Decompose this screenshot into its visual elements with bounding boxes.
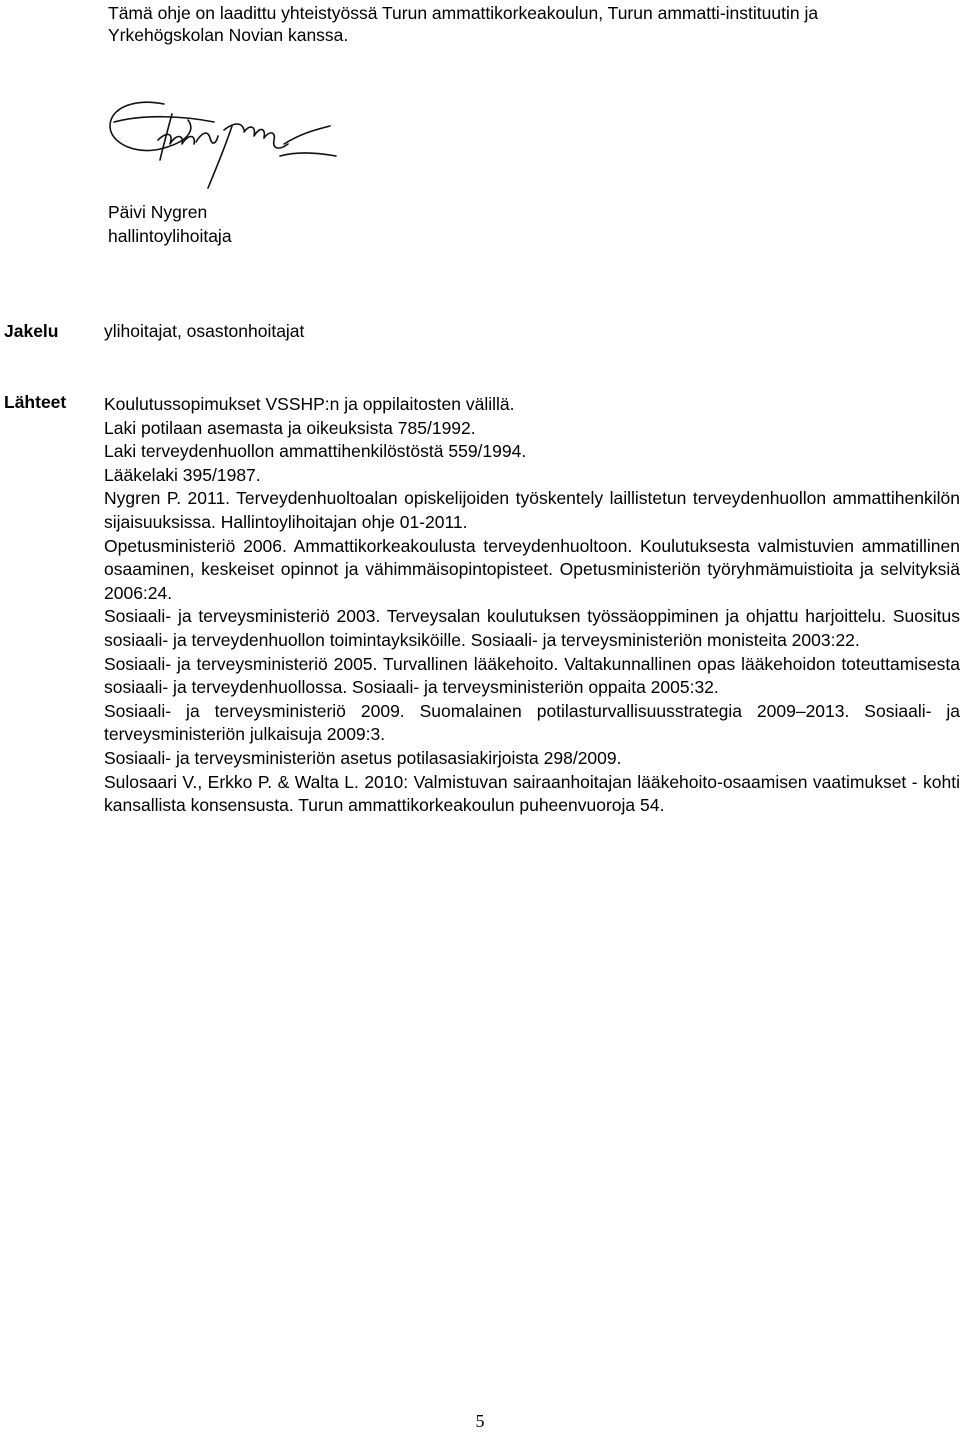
intro-line: Tämä ohje on laadittu yhteistyössä Turun ammattikorkeakoulun, Turun ammatti-instituutin ja (108, 3, 819, 23)
distribution-label: Jakelu (4, 321, 59, 341)
signature-icon (104, 96, 344, 196)
source-item: Sosiaali- ja terveysministeriö 2003. Terveysalan koulutuksen työssäoppiminen ja ohjattu harjoittelu. Suositus sosiaali- ja terveydenhuollon toimintayksiköille. Sosiaali- ja terveysministeriön monisteita 2003:22. (104, 606, 960, 650)
sources-list (104, 393, 960, 818)
source-item: Sosiaali- ja terveysministeriön asetus potilasasiakirjoista 298/2009. (104, 747, 622, 768)
source-item: Lääkelaki 395/1987. (104, 464, 261, 485)
distribution-value: ylihoitajat, osastonhoitajat (104, 321, 305, 341)
intro-line: Yrkehögskolan Novian kanssa. (108, 25, 349, 45)
intro-paragraph (108, 2, 953, 46)
source-item: Sosiaali- ja terveysministeriö 2009. Suomalainen potilasturvallisuusstrategia 2009–2013. Sosiaali- ja terveysministeriön julkaisuja 2009:3. (104, 700, 960, 745)
source-item: Sulosaari V., Erkko P. & Walta L. 2010: Valmistuvan sairaanhoitajan lääkehoito-osaamisen vaatimukset - kohti kansallista konsensusta. Turun ammattikorkeakoulun puheenvuoroja 54. (104, 771, 960, 816)
sources-label: Lähteet (4, 392, 67, 412)
signer-title: hallintoylihoitaja (108, 226, 232, 246)
source-item: Nygren P. 2011. Terveydenhuoltoalan opiskelijoiden työskentely laillistetun terveydenhuollon ammattihenkilön sijaisuuksissa. Hallintoylihoitajan ohje 01-2011. (104, 488, 960, 532)
source-item: Koulutussopimukset VSSHP:n ja oppilaitosten välillä. (104, 394, 515, 414)
source-item: Sosiaali- ja terveysministeriö 2005. Turvallinen lääkehoito. Valtakunnallinen opas lääkehoidon toteuttamisesta sosiaali- ja terveydenhuollossa. Sosiaali- ja terveysministeriön oppaita 2005:32. (104, 653, 960, 698)
signer-name: Päivi Nygren (108, 202, 208, 222)
signer-block (108, 200, 232, 248)
page-number: 5 (475, 1411, 485, 1431)
source-item: Laki potilaan asemasta ja oikeuksista 785/1992. (104, 417, 476, 438)
source-item: Laki terveydenhuollon ammattihenkilöstöstä 559/1994. (104, 441, 527, 462)
source-item: Opetusministeriö 2006. Ammattikorkeakoulusta terveydenhuoltoon. Koulutuksesta valmistuvien ammatillinen osaaminen, keskeiset opinnot ja vähimmäisopintopisteet. Opetusministeriön työryhmämuistioita ja selvityksiä 2006:24. (104, 535, 960, 603)
